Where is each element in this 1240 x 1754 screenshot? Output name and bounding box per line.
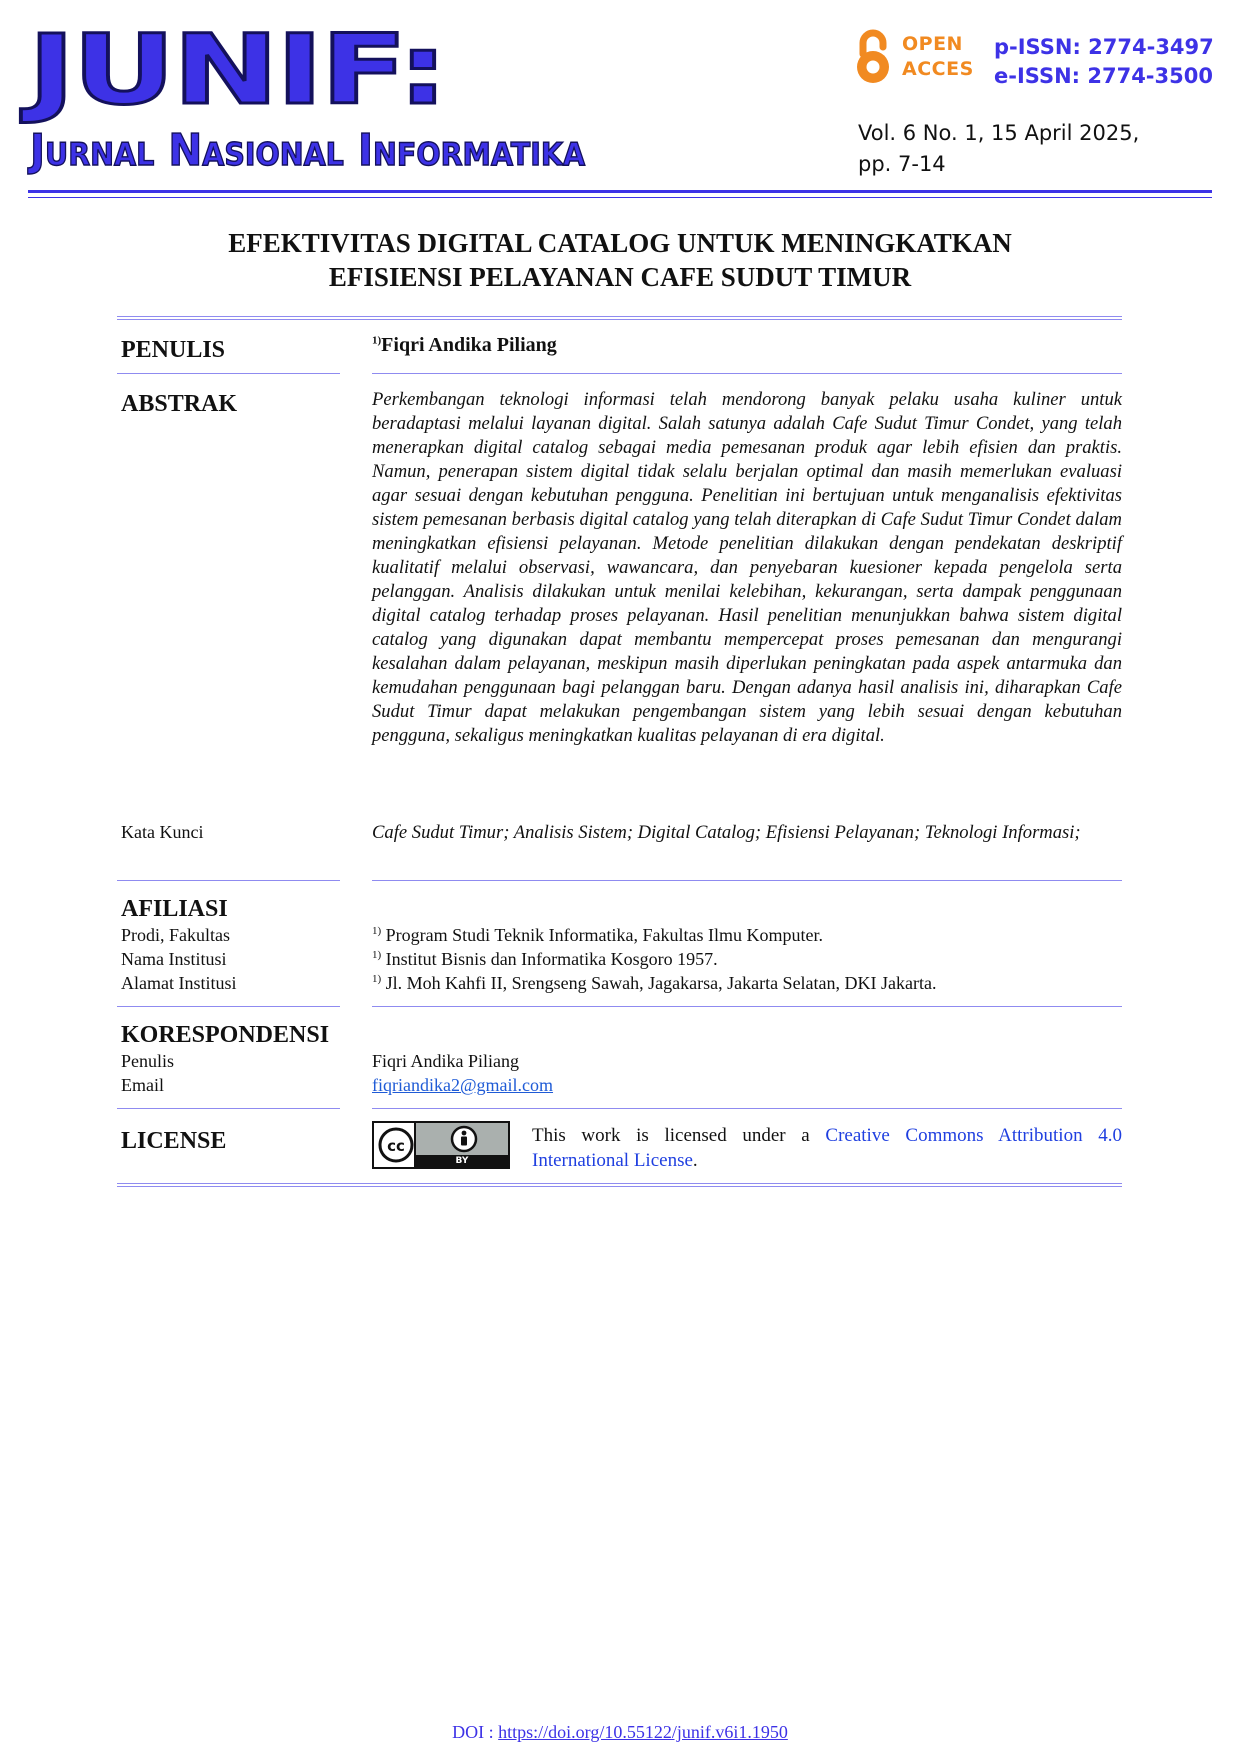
kata-kunci-label: Kata Kunci: [121, 822, 204, 842]
svg-text:cc: cc: [387, 1137, 405, 1155]
open-access-word-acces: ACCES: [902, 58, 974, 80]
section-divider: [117, 319, 1122, 320]
afiliasi-label-alamat: Alamat Institusi: [121, 973, 237, 993]
afiliasi-label-institusi: Nama Institusi: [121, 949, 227, 969]
paper-title-line-2: EFISIENSI PELAYANAN CAFE SUDUT TIMUR: [328, 262, 912, 292]
afiliasi-heading: AFILIASI: [121, 896, 228, 922]
header-divider-thin: [28, 197, 1212, 198]
section-divider: [372, 373, 1122, 374]
section-divider: [372, 1006, 1122, 1007]
penulis-heading: PENULIS: [121, 337, 226, 363]
afiliasi-text: Program Studi Teknik Informatika, Fakultas Ilmu Komputer.: [385, 925, 824, 945]
section-divider: [372, 880, 1122, 881]
paper-title-line-1: EFEKTIVITAS DIGITAL CATALOG UNTUK MENINGKATKAN: [228, 228, 1012, 258]
open-access-word-open: OPEN: [902, 33, 963, 55]
page-range: pp. 7-14: [858, 152, 946, 176]
p-issn: p-ISSN: 2774-3497: [994, 35, 1214, 59]
abstrak-heading: ABSTRAK: [121, 391, 238, 417]
afiliasi-text: Jl. Moh Kahfi II, Srengseng Sawah, Jagakarsa, Jakarta Selatan, DKI Jakarta.: [385, 973, 937, 993]
author-name: [372, 333, 557, 357]
cc-by-license-badge[interactable]: [372, 1121, 510, 1169]
open-access-lock-icon: [853, 28, 893, 86]
attribution-person-icon: [450, 1125, 478, 1153]
korespondensi-penulis-value: Fiqri Andika Piliang: [372, 1051, 520, 1071]
section-divider: [117, 880, 340, 881]
section-divider: [117, 1183, 1122, 1184]
e-issn: e-ISSN: 2774-3500: [994, 64, 1213, 88]
afiliasi-value-alamat: [372, 971, 937, 995]
license-text-prefix: This work is licensed under a: [532, 1125, 826, 1146]
section-divider: [372, 1108, 1122, 1109]
email-link[interactable]: fiqriandika2@gmail.com: [372, 1075, 554, 1095]
volume-info: Vol. 6 No. 1, 15 April 2025,: [858, 121, 1140, 145]
korespondensi-penulis-label: Penulis: [121, 1051, 175, 1071]
section-divider: [117, 1108, 340, 1109]
afiliasi-text: Institut Bisnis dan Informatika Kosgoro 1957.: [385, 949, 718, 969]
korespondensi-heading: KORESPONDENSI: [121, 1022, 330, 1048]
doi-link[interactable]: https://doi.org/10.55122/junif.v6i1.1950: [498, 1722, 788, 1742]
author-name-text: Fiqri Andika Piliang: [381, 334, 557, 356]
section-divider: [117, 1186, 1122, 1187]
afiliasi-value-institusi: [372, 947, 718, 971]
keywords-text: Cafe Sudut Timur; Analisis Sistem; Digital Catalog; Efisiensi Pelayanan; Teknologi Informasi;: [372, 822, 1081, 843]
journal-logo-name: Jurnal Nasional Informatika: [30, 125, 586, 176]
license-text-suffix: .: [692, 1150, 698, 1171]
header-divider-thick: [28, 190, 1212, 193]
author-marker: 1): [372, 334, 382, 347]
license-heading: LICENSE: [121, 1128, 227, 1154]
journal-logo-acronym: JUNIF:: [28, 14, 446, 126]
license-link[interactable]: Creative Commons Attribution 4.0 International License: [532, 1125, 1122, 1171]
korespondensi-email-value: [372, 1073, 553, 1097]
creative-commons-icon: [378, 1127, 414, 1163]
afiliasi-label-prodi: Prodi, Fakultas: [121, 925, 231, 945]
section-divider: [117, 316, 1122, 317]
afiliasi-value-prodi: [372, 923, 823, 947]
section-divider: [117, 1006, 340, 1007]
license-text: [532, 1123, 1122, 1173]
section-divider: [117, 373, 340, 374]
doi-prefix: DOI :: [452, 1722, 499, 1742]
afiliasi-marker: 1): [372, 949, 382, 961]
doi-footer: [0, 1720, 1240, 1744]
cc-badge-by-label: BY: [455, 1156, 469, 1166]
paper-title: [118, 226, 1122, 294]
afiliasi-marker: 1): [372, 973, 382, 985]
abstract-text: Perkembangan teknologi informasi telah mendorong banyak pelaku usaha kuliner untuk beradaptasi melalui layanan digital. Salah satunya adalah Cafe Sudut Timur Condet, yang telah menerapkan digital catalog sebagai media pemesanan produk agar lebih efisien dan praktis. Namun, penerapan sistem digital tidak selalu berjalan optimal dan masih memerlukan evaluasi agar sesuai dengan kebutuhan pengguna. Penelitian ini bertujuan untuk menganalisis efektivitas sistem pemesanan berbasis digital catalog yang telah diterapkan di Cafe Sudut Timur Condet dalam meningkatkan efisiensi pelayanan. Metode penelitian dilakukan dengan pendekatan deskriptif kualitatif melalui observasi, wawancara, dan penyebaran kuesioner kepada pengelola serta pelanggan. Analisis dilakukan untuk menilai kelebihan, kekurangan, serta dampak penggunaan digital catalog terhadap proses pelayanan. Hasil penelitian menunjukkan bahwa sistem digital catalog yang digunakan dapat membantu mempercepat proses pemesanan dan mengurangi kesalahan dalam pelayanan, meskipun masih diperlukan peningkatan pada aspek antarmuka dan kemudahan penggunaan bagi pelanggan baru. Dengan adanya hasil analisis ini, diharapkan Cafe Sudut Timur dapat melakukan pengembangan sistem yang lebih sesuai dengan kebutuhan pengguna, sekaligus meningkatkan kualitas pelayanan di era digital.: [372, 389, 1122, 746]
korespondensi-email-label: Email: [121, 1075, 164, 1095]
afiliasi-marker: 1): [372, 925, 382, 937]
